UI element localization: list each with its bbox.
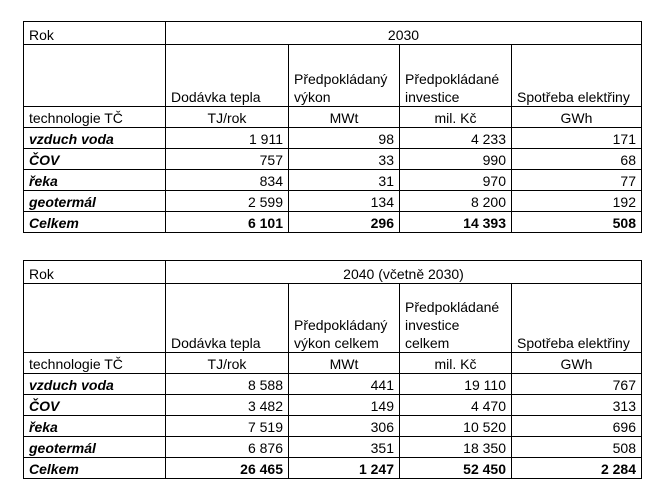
tech-header-spacer xyxy=(24,45,166,107)
table-cell: 1 911 xyxy=(166,128,289,149)
table-row xyxy=(24,149,642,170)
table-cell: 767 xyxy=(512,374,642,395)
table-cell: 306 xyxy=(289,416,400,437)
unit-electricity: GWh xyxy=(512,107,642,128)
row-label: vzduch voda xyxy=(24,374,166,395)
total-cell: 2 284 xyxy=(512,458,642,479)
table-cell: 149 xyxy=(289,395,400,416)
table-2040 xyxy=(23,260,642,479)
table-cell: 441 xyxy=(289,374,400,395)
table-cell: 134 xyxy=(289,191,400,212)
total-row xyxy=(24,212,642,233)
total-cell: 296 xyxy=(289,212,400,233)
table-cell: 68 xyxy=(512,149,642,170)
total-cell: 52 450 xyxy=(400,458,512,479)
table-row xyxy=(24,416,642,437)
table-cell: 19 110 xyxy=(400,374,512,395)
unit-heat: TJ/rok xyxy=(166,107,289,128)
table-row xyxy=(24,437,642,458)
table-row xyxy=(24,395,642,416)
year-title: 2030 xyxy=(166,22,642,45)
table-cell: 313 xyxy=(512,395,642,416)
table-cell: 10 520 xyxy=(400,416,512,437)
table-cell: 98 xyxy=(289,128,400,149)
table-row xyxy=(24,374,642,395)
rok-label: Rok xyxy=(24,261,166,284)
table-cell: 8 588 xyxy=(166,374,289,395)
table-cell: 757 xyxy=(166,149,289,170)
year-title: 2040 (včetně 2030) xyxy=(166,261,642,284)
col-header-power: Předpokládaný výkon celkem xyxy=(289,284,400,353)
row-label: řeka xyxy=(24,416,166,437)
total-cell: 1 247 xyxy=(289,458,400,479)
col-header-electricity: Spotřeba elektřiny xyxy=(512,45,642,107)
table-cell: 970 xyxy=(400,170,512,191)
unit-power: MWt xyxy=(289,353,400,374)
col-header-investment: Předpokládané investice celkem xyxy=(400,284,512,353)
table-cell: 2 599 xyxy=(166,191,289,212)
table-cell: 4 470 xyxy=(400,395,512,416)
unit-heat: TJ/rok xyxy=(166,353,289,374)
unit-investment: mil. Kč xyxy=(400,107,512,128)
tech-header-spacer xyxy=(24,284,166,353)
table-cell: 4 233 xyxy=(400,128,512,149)
table-row xyxy=(24,170,642,191)
table-cell: 834 xyxy=(166,170,289,191)
table-cell: 171 xyxy=(512,128,642,149)
tech-label: technologie TČ xyxy=(24,107,166,128)
table-2030 xyxy=(23,21,642,233)
table-cell: 33 xyxy=(289,149,400,170)
col-header-heat: Dodávka tepla xyxy=(166,284,289,353)
unit-investment: mil. Kč xyxy=(400,353,512,374)
row-label: geotermál xyxy=(24,191,166,212)
col-header-investment: Předpokládané investice xyxy=(400,45,512,107)
col-header-power: Předpokládaný výkon xyxy=(289,45,400,107)
unit-power: MWt xyxy=(289,107,400,128)
table-cell: 192 xyxy=(512,191,642,212)
total-cell: 6 101 xyxy=(166,212,289,233)
col-header-electricity: Spotřeba elektřiny xyxy=(512,284,642,353)
table-cell: 508 xyxy=(512,437,642,458)
table-cell: 7 519 xyxy=(166,416,289,437)
table-row xyxy=(24,191,642,212)
row-label: ČOV xyxy=(24,149,166,170)
table-cell: 31 xyxy=(289,170,400,191)
total-cell: 508 xyxy=(512,212,642,233)
table-cell: 696 xyxy=(512,416,642,437)
total-label: Celkem xyxy=(24,212,166,233)
table-row xyxy=(24,128,642,149)
table-cell: 18 350 xyxy=(400,437,512,458)
col-header-heat: Dodávka tepla xyxy=(166,45,289,107)
table-cell: 351 xyxy=(289,437,400,458)
tech-label: technologie TČ xyxy=(24,353,166,374)
total-cell: 26 465 xyxy=(166,458,289,479)
row-label: vzduch voda xyxy=(24,128,166,149)
table-cell: 3 482 xyxy=(166,395,289,416)
table-cell: 6 876 xyxy=(166,437,289,458)
table-cell: 990 xyxy=(400,149,512,170)
unit-electricity: GWh xyxy=(512,353,642,374)
row-label: řeka xyxy=(24,170,166,191)
total-cell: 14 393 xyxy=(400,212,512,233)
table-cell: 8 200 xyxy=(400,191,512,212)
table-cell: 77 xyxy=(512,170,642,191)
total-label: Celkem xyxy=(24,458,166,479)
rok-label: Rok xyxy=(24,22,166,45)
row-label: ČOV xyxy=(24,395,166,416)
total-row xyxy=(24,458,642,479)
row-label: geotermál xyxy=(24,437,166,458)
